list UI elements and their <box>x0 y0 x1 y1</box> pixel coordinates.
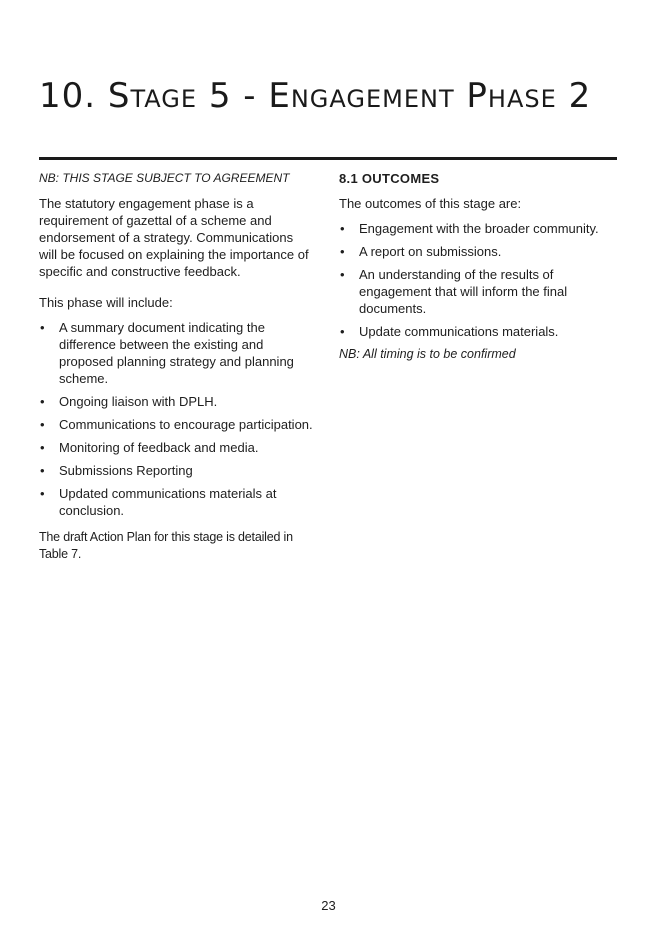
list-item <box>39 462 314 479</box>
list-item-text: Engagement with the broader community. <box>359 221 599 236</box>
list-item-text: A summary document indicating the difference between the existing and proposed planning strategy and planning scheme. <box>59 320 294 386</box>
list-item <box>39 393 314 410</box>
list-item-text: An understanding of the results of engagement that will inform the final documents. <box>359 267 568 316</box>
bullet-icon: • <box>40 440 45 455</box>
list-item <box>339 323 609 340</box>
list-item <box>39 439 314 456</box>
list-item-text: Monitoring of feedback and media. <box>59 440 259 455</box>
bullet-icon: • <box>40 320 45 335</box>
list-item-text: Submissions Reporting <box>59 463 193 478</box>
list-item <box>339 266 609 317</box>
list-item <box>39 416 314 433</box>
list-item <box>39 485 314 519</box>
list-item-text: Updated communications materials at conclusion. <box>59 486 277 518</box>
list-item-text: A report on submissions. <box>359 244 502 259</box>
phase-bullet-list <box>39 319 314 519</box>
page-number: 23 <box>321 898 336 913</box>
bullet-icon: • <box>340 267 345 282</box>
agreement-note: NB: THIS STAGE SUBJECT TO AGREEMENT <box>39 171 290 185</box>
left-column <box>39 170 314 563</box>
bullet-icon: • <box>340 244 345 259</box>
title-divider <box>39 157 617 160</box>
outcomes-intro: The outcomes of this stage are: <box>339 196 522 211</box>
outcomes-bullet-list <box>339 220 609 340</box>
bullet-icon: • <box>40 417 45 432</box>
list-item-text: Update communications materials. <box>359 324 559 339</box>
list-item <box>339 243 609 260</box>
bullet-icon: • <box>40 463 45 478</box>
timing-note: NB: All timing is to be confirmed <box>339 347 516 361</box>
list-item-text: Communications to encourage participation. <box>59 417 313 432</box>
outcomes-heading: 8.1 OUTCOMES <box>339 171 440 186</box>
action-plan-reference: The draft Action Plan for this stage is detailed in Table 7. <box>39 530 293 561</box>
page-title: 10. Stage 5 - Engagement Phase 2 <box>39 76 592 116</box>
bullet-icon: • <box>340 324 345 339</box>
list-item <box>339 220 609 237</box>
bullet-icon: • <box>40 486 45 501</box>
list-item-text: Ongoing liaison with DPLH. <box>59 394 218 409</box>
bullet-icon: • <box>40 394 45 409</box>
engagement-paragraph: The statutory engagement phase is a requirement of gazettal of a scheme and endorsement of a strategy. Communications will be focused on explaining the importance of specific and constructive feedback. <box>39 196 309 279</box>
list-item <box>39 319 314 387</box>
right-column <box>339 170 609 363</box>
phase-intro: This phase will include: <box>39 295 173 310</box>
bullet-icon: • <box>340 221 345 236</box>
